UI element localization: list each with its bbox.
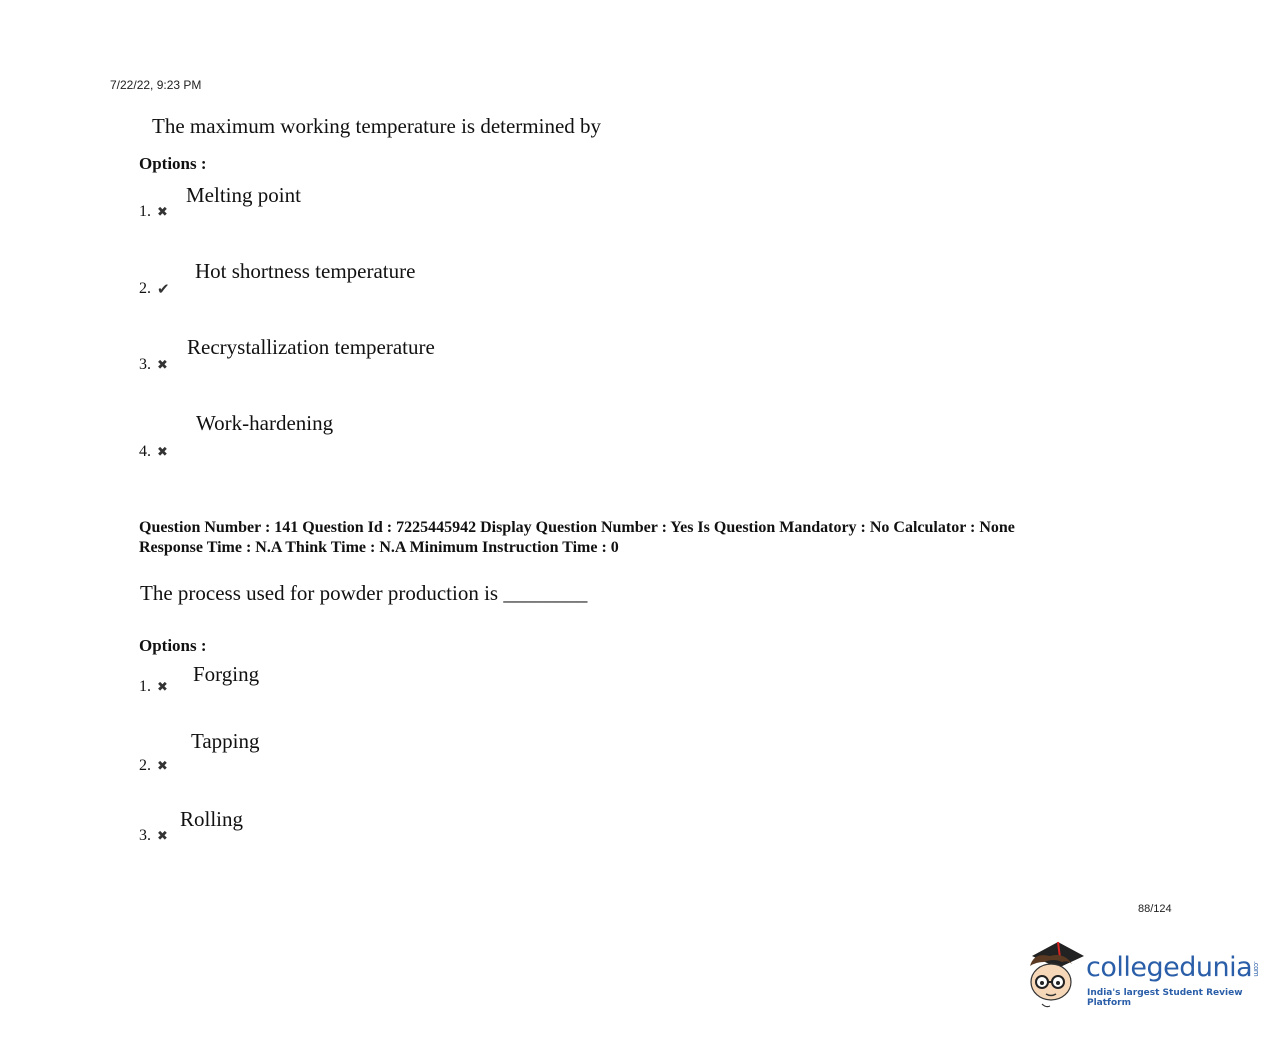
cross-icon: ✖ [157,444,168,460]
option-number: 3. ✖ [139,827,168,844]
cross-icon: ✖ [157,828,168,844]
option-number: 2. ✖ [139,757,168,774]
option-number: 4. ✖ [139,443,168,460]
option-text: Hot shortness temperature [195,259,416,283]
option-number: 1. ✖ [139,203,168,220]
option-text: Melting point [186,183,301,207]
cross-icon: ✖ [157,758,168,774]
cross-icon: ✖ [157,679,168,695]
option-number: 1. ✖ [139,678,168,695]
options-label: Options : [139,154,207,173]
option-number: 3. ✖ [139,356,168,373]
options-label: Options : [139,636,207,655]
option-text: Tapping [191,729,260,753]
option-number: 2. ✔ [139,280,170,298]
mascot-logo-icon [1024,938,1086,1010]
option-text: Forging [193,662,260,686]
cross-icon: ✖ [157,204,168,220]
option-text: Recrystallization temperature [187,335,435,359]
print-timestamp: 7/22/22, 9:23 PM [110,78,202,92]
option-text: Rolling [180,807,244,831]
question-text: The maximum working temperature is determined by [152,114,602,138]
page-number: 88/124 [1138,903,1172,915]
question-text: The process used for powder production is ________ [140,581,588,605]
question-meta: Question Number : 141 Question Id : 7225445942 Display Question Number : Yes Is Question Mandatory : No Calculator : None Response Time : N.A Think Time : N.A Minimum Instruction Time : 0 [139,519,1015,556]
check-icon: ✔ [157,280,170,298]
cross-icon: ✖ [157,357,168,373]
brand-tagline: India's largest Student Review Platform [1087,988,1243,1008]
option-text: Work-hardening [196,411,334,435]
brand-name: collegedunia.com [1086,952,1261,983]
